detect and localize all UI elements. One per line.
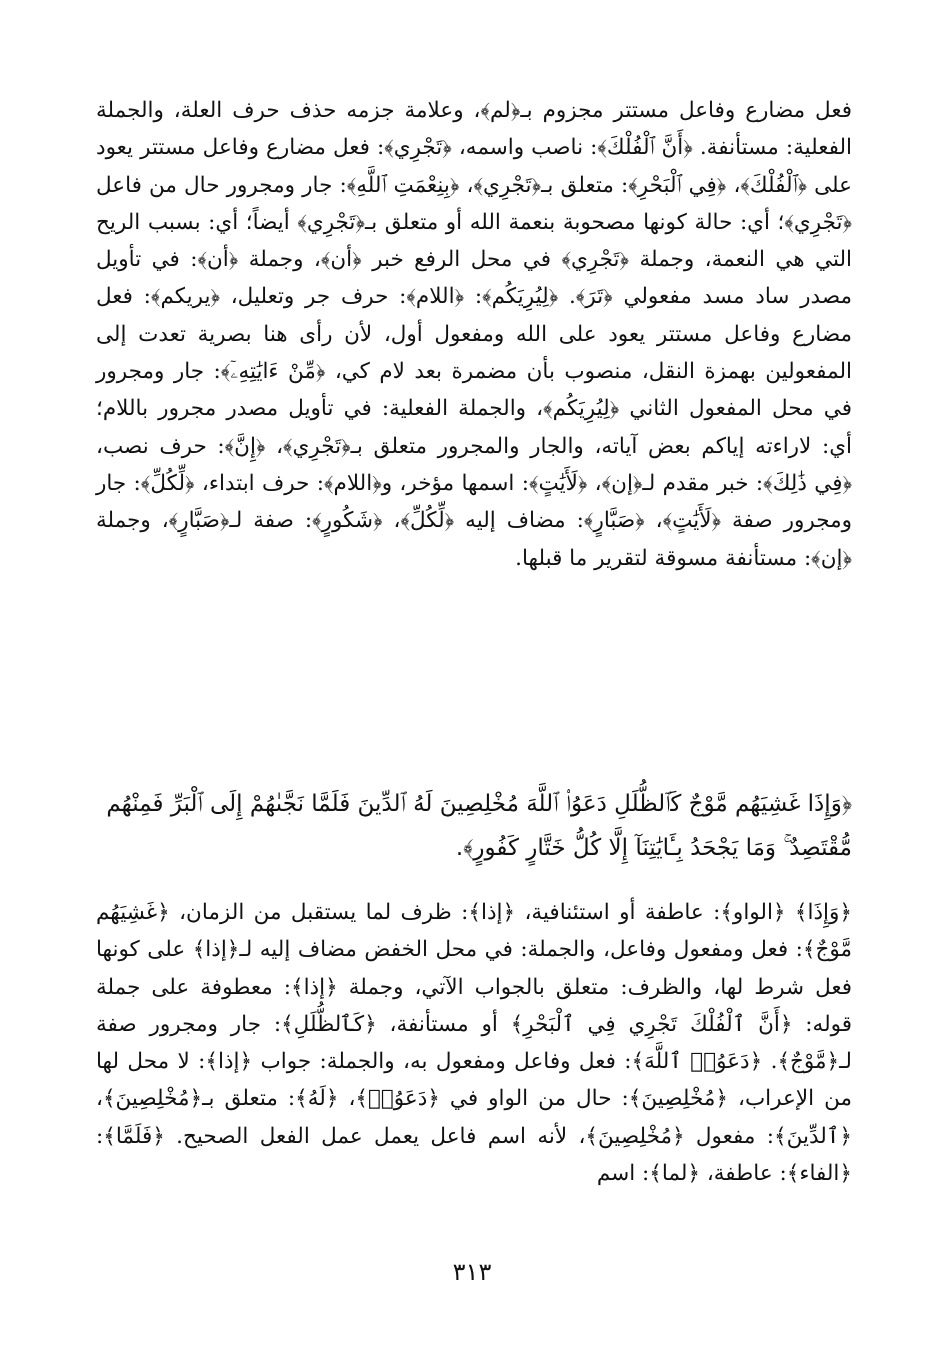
grammar-paragraph-1: فعل مضارع وفاعل مستتر مجزوم بـ﴿لم﴾، وعلامة جزمه حذف حرف العلة، والجملة الفعلية: مستأنفة. ﴿أَنَّ ٱلْفُلْكَ﴾: ناصب واسمه، ﴿تَجْرِي﴾: فعل مضارع وفاعل مستتر يعود على ﴿ٱلْفُلْكَ﴾، ﴿فِي ٱلْبَحْرِ﴾: متعلق بـ﴿تَجْرِي﴾، ﴿بِنِعْمَتِ ٱللَّهِ﴾: جار ومجرور حال من فاعل ﴿تَجْرِي﴾؛ أي: حالة كونها مصحوبة بنعمة الله أو متعلق بـ﴿تَجْرِي﴾ أيضاً؛ أي: بسبب الريح التي هي النعمة، وجملة ﴿تَجْرِي﴾ في محل الرفع خبر ﴿أن﴾، وجملة ﴿أن﴾: في تأويل مصدر ساد مسد مفعولي ﴿تَرَ﴾. ﴿لِيُرِيَكُم﴾: ﴿اللام﴾: حرف جر وتعليل، ﴿يريكم﴾: فعل مضارع وفاعل مستتر يعود على الله ومفعول أول، لأن رأى هنا بصرية تعدت إلى المفعولين بهمزة النقل، منصوب بأن مضمرة بعد لام كي، ﴿مِّنْ ءَايَٰتِهِۦٓ﴾: جار ومجرور في محل المفعول الثاني ﴿لِيُرِيَكُم﴾، والجملة الفعلية: في تأويل مصدر مجرور باللام؛ أي: لاراءته إياكم بعض آياته، والجار والمجرور متعلق بـ﴿تَجْرِي﴾، ﴿إِنَّ﴾: حرف نصب، ﴿فِي ذَٰلِكَ﴾: خبر مقدم لـ﴿إن﴾، ﴿لَأَيَٰتٍ﴾: اسمها مؤخر، و﴿اللام﴾: حرف ابتداء، ﴿لِّكُلِّ﴾: جار ومجرور صفة ﴿لَأَيَٰتٍ﴾، ﴿صَبَّارٍ﴾: مضاف إليه ﴿لِّكُلِّ﴾، ﴿شَكُورٍ﴾: صفة لـ﴿صَبَّارٍ﴾، وجملة ﴿إن﴾: مستأنفة مسوقة لتقرير ما قبلها. <box>96 98 852 571</box>
page-number: ٣١٣ <box>452 1258 492 1286</box>
quran-verse: ﴿وَإِذَا غَشِيَهُم مَّوْجٌ كَٱلظُّلَلِ دَعَوُا۟ ٱللَّهَ مُخْلِصِينَ لَهُ ٱلدِّينَ فَلَمَّا نَجَّىٰهُمْ إِلَى ٱلْبَرِّ فَمِنْهُم مُّقْتَصِدٌ ۚ وَمَا يَجْحَدُ بِـَٔايَٰتِنَآ إِلَّا كُلُّ خَتَّارٍ كَفُورٍ﴾. <box>106 791 852 861</box>
grammar-paragraph-2: ﴿وَإِذَا﴾ ﴿الواو﴾: عاطفة أو استئنافية، ﴿إذا﴾: ظرف لما يستقبل من الزمان، ﴿غَشِيَهُم مَّوْجٌ﴾: فعل ومفعول وفاعل، والجملة: في محل الخفض مضاف إليه لـ﴿إذا﴾ على كونها فعل شرط لها، والظرف: متعلق بالجواب الآتي، وجملة ﴿إذا﴾: معطوفة على جملة قوله: ﴿أَنَّ ٱلْفُلْكَ تَجْرِي فِي ٱلْبَحْرِ﴾ أو مستأنفة، ﴿كَٱلظُّلَلِ﴾: جار ومجرور صفة لـ﴿مَّوْجٌ﴾. ﴿دَعَوُا۟ ٱللَّهَ﴾: فعل وفاعل ومفعول به، والجملة: جواب ﴿إذا﴾: لا محل لها من الإعراب، ﴿مُخْلِصِينَ﴾: حال من الواو في ﴿دَعَوُا۟﴾، ﴿لَهُ﴾: متعلق بـ﴿مُخْلِصِينَ﴾، ﴿ٱلدِّينَ﴾: مفعول ﴿مُخْلِصِينَ﴾، لأنه اسم فاعل يعمل عمل الفعل الصحيح. ﴿فَلَمَّا﴾: ﴿الفاء﴾: عاطفة، ﴿لما﴾: اسم <box>96 900 852 1187</box>
